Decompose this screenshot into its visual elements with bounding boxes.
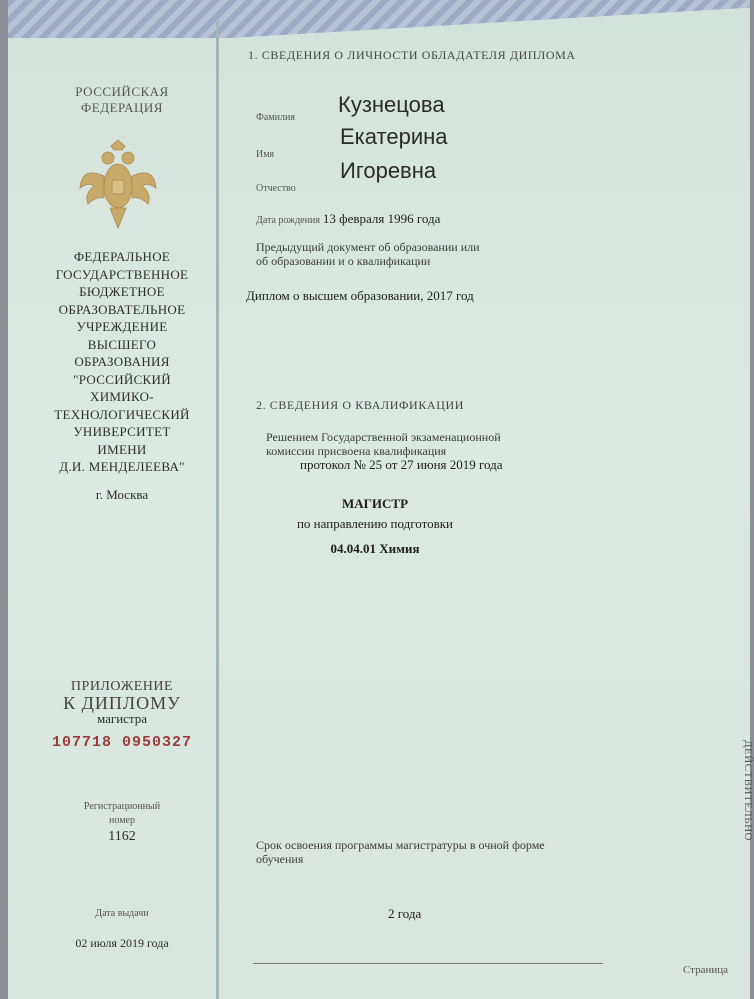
decision-line: Решением Государственной экзаменационной (266, 430, 501, 444)
institution-line: Д.И. МЕНДЕЛЕЕВА" (59, 459, 185, 474)
institution-line: ХИМИКО- (90, 389, 154, 404)
institution-line: ГОСУДАРСТВЕННОЕ (55, 266, 189, 282)
column-divider (216, 20, 219, 999)
diploma-sheet (8, 0, 754, 999)
surname-value: Кузнецова (338, 92, 445, 117)
surname-label: Фамилия (256, 112, 295, 123)
institution-line: ОБРАЗОВАТЕЛЬНОЕ (58, 301, 186, 317)
institution-line: ИМЕНИ (97, 441, 147, 457)
institution-line: ТЕХНОЛОГИЧЕСКИЙ (54, 406, 190, 422)
section2-title: 2. СВЕДЕНИЯ О КВАЛИФИКАЦИИ (256, 398, 464, 412)
direction: 04.04.01 Химия (330, 541, 420, 556)
issue-date-label: Дата выдачи (95, 908, 149, 919)
study-term-line: Срок освоения программы магистратуры в очной форме (256, 838, 545, 852)
institution-line: БЮДЖЕТНОЕ (79, 284, 165, 299)
birth-date-value: 13 февраля 1996 года (322, 211, 441, 226)
decorative-border (8, 0, 750, 38)
birth-date-row (256, 212, 440, 228)
name-value: Екатерина (340, 124, 448, 149)
prev-doc-label (256, 240, 480, 268)
double-headed-eagle-icon (78, 136, 158, 232)
institution-name (28, 248, 216, 476)
registration-number: 1162 (108, 829, 136, 844)
birth-date-label: Дата рождения (256, 215, 320, 226)
edge-text: ДЕЙСТВИТЕЛЬНО (742, 740, 754, 841)
institution-line: ФЕДЕРАЛЬНОЕ (73, 249, 171, 264)
section1-title: 1. СВЕДЕНИЯ О ЛИЧНОСТИ ОБЛАДАТЕЛЯ ДИПЛОМА (248, 48, 576, 62)
country-line: РОССИЙСКАЯ (75, 84, 169, 99)
decision-line: комиссии присвоена квалификация (266, 444, 447, 458)
study-term-label (256, 838, 545, 866)
institution-line: УНИВЕРСИТЕТ (73, 424, 171, 439)
prev-doc-value: Диплом о высшем образовании, 2017 год (246, 288, 474, 303)
registration-label-line: Регистрационный (83, 801, 161, 812)
study-term-line: обучения (256, 852, 304, 866)
institution-line: "РОССИЙСКИЙ (73, 371, 171, 387)
annex-title (28, 678, 216, 712)
serial-number: 107718 0950327 (51, 734, 193, 751)
direction-label: по направлению подготовки (296, 516, 454, 531)
city: г. Москва (95, 487, 149, 502)
patronymic-value: Игоревна (340, 158, 437, 183)
name-label: Имя (256, 149, 275, 160)
institution-line: ВЫСШЕГО (87, 336, 157, 352)
registration-label-line: номер (109, 815, 135, 826)
prev-doc-label-line: Предыдущий документ об образовании или (256, 240, 480, 254)
protocol: протокол № 25 от 27 июня 2019 года (300, 457, 503, 472)
page-label: Страница (682, 964, 728, 976)
prev-doc-label-line: об образовании и о квалификации (256, 254, 431, 268)
country-name (28, 84, 216, 116)
issue-date: 02 июля 2019 года (75, 936, 169, 950)
annex-subtitle: магистра (96, 711, 148, 726)
annex-line: ПРИЛОЖЕНИЕ (70, 679, 174, 694)
registration-label (28, 800, 216, 828)
country-line: ФЕДЕРАЦИЯ (81, 100, 163, 115)
annex-line: К ДИПЛОМУ (63, 693, 181, 713)
degree: МАГИСТР (341, 496, 409, 511)
institution-line: УЧРЕЖДЕНИЕ (76, 319, 168, 334)
study-term-value: 2 года (388, 906, 422, 921)
signature-line (253, 963, 603, 964)
patronymic-label: Отчество (256, 183, 296, 194)
decision-text (266, 430, 501, 458)
institution-line: ОБРАЗОВАНИЯ (74, 354, 170, 369)
